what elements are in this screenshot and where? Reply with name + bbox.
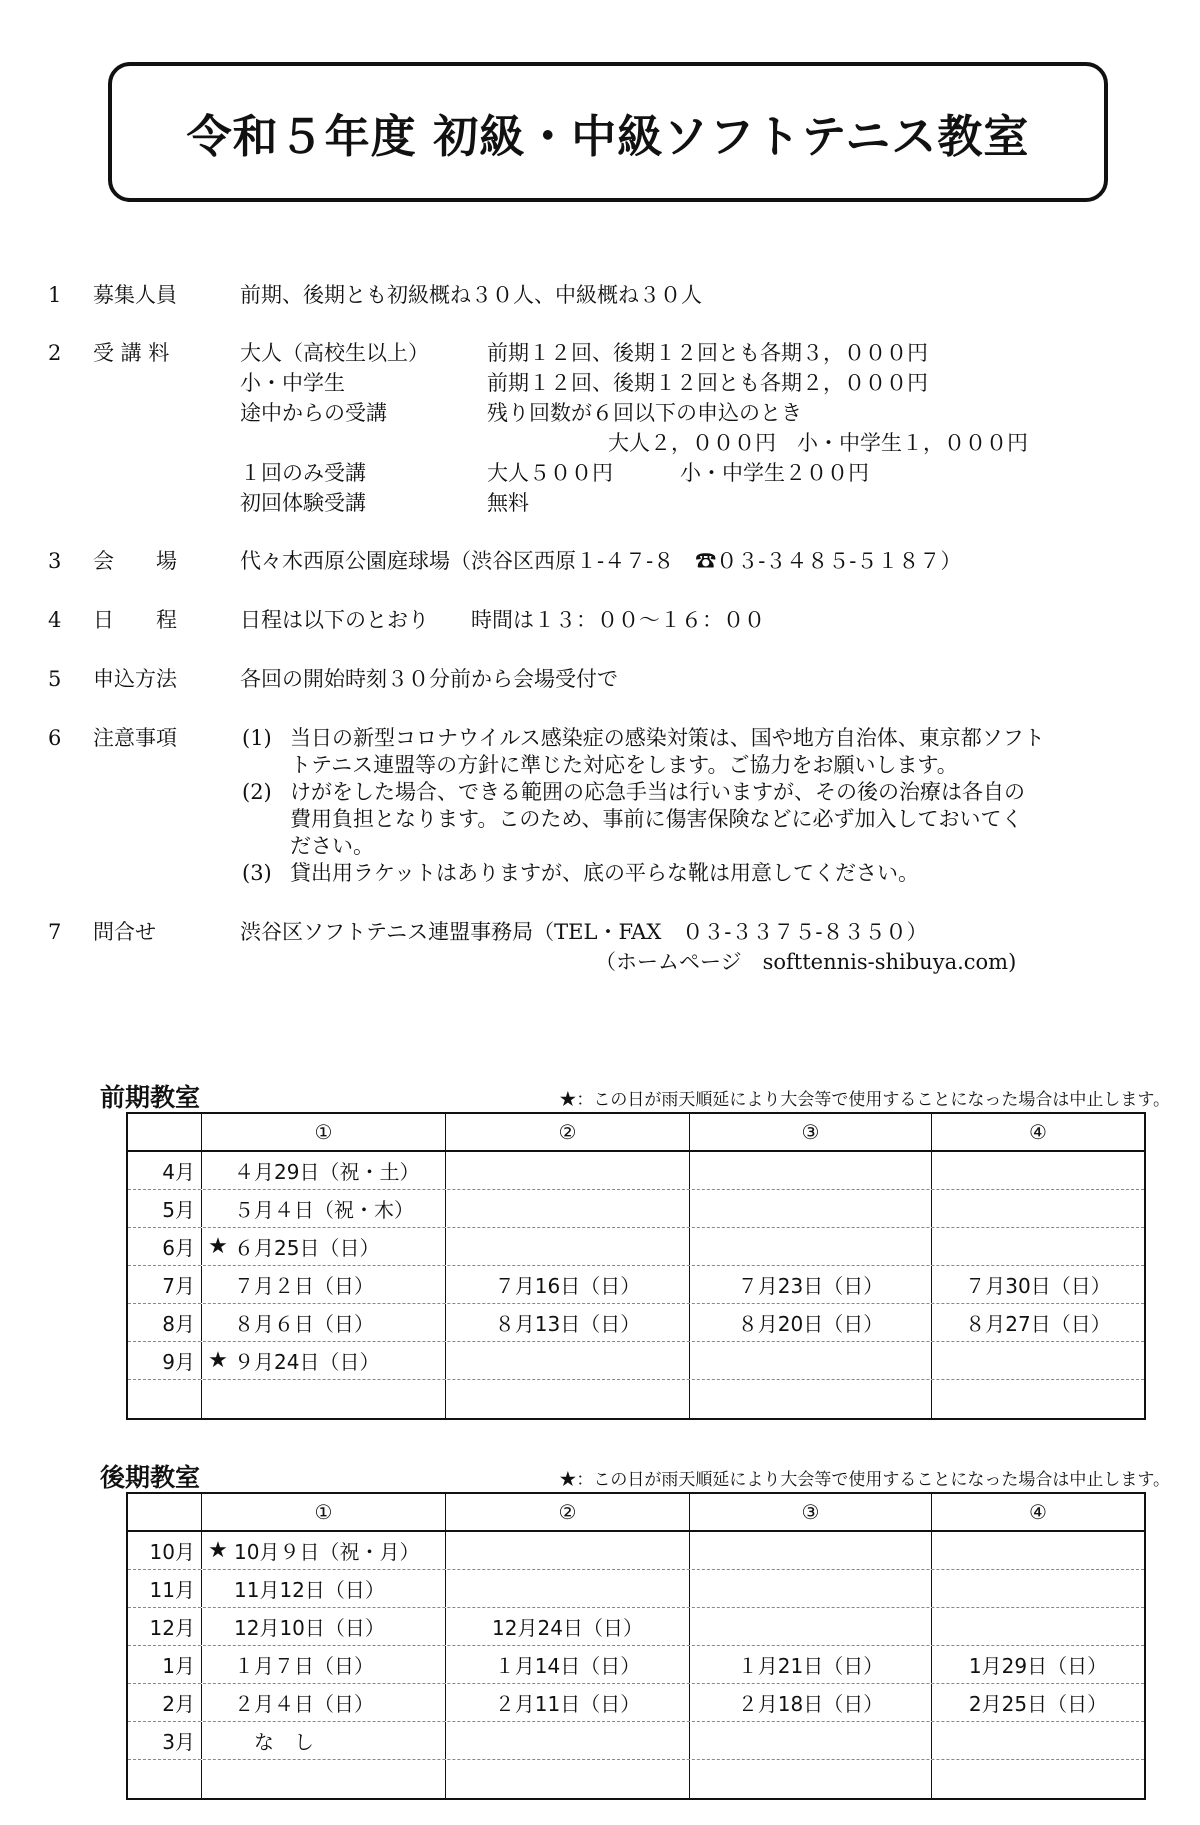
header-month-cell — [128, 1494, 202, 1530]
header-cell: ④ — [1029, 1500, 1047, 1524]
month-cell: 6月 — [128, 1228, 202, 1265]
date-cell — [690, 1342, 932, 1379]
section-number: 3 — [48, 549, 62, 573]
section-number: 1 — [48, 283, 62, 307]
fee-value: 無料 — [487, 491, 529, 515]
website-text: （ホームページ softtennis-shibuya.com) — [595, 950, 1017, 974]
section-heading: 問合せ — [93, 920, 156, 944]
date-cell — [446, 1190, 690, 1227]
fee-label: 初回体験受講 — [240, 491, 366, 515]
date-cell — [690, 1608, 932, 1645]
table-header-row — [128, 1114, 1144, 1152]
date-cell: 2月25日（日） — [968, 1692, 1108, 1716]
date-cell — [202, 1760, 446, 1798]
month-cell: 7月 — [128, 1266, 202, 1303]
month-cell: 1月 — [128, 1646, 202, 1683]
note-text: ださい。 — [290, 834, 374, 858]
star-icon: ★ — [208, 1348, 228, 1373]
date-cell — [932, 1722, 1144, 1759]
table-row — [128, 1646, 1144, 1684]
month-cell: 9月 — [128, 1342, 202, 1379]
date-cell — [446, 1342, 690, 1379]
fee-value: 前期１２回、後期１２回とも各期２，０００円 — [487, 371, 928, 395]
table-row — [128, 1342, 1144, 1380]
date-cell — [202, 1190, 446, 1227]
section-heading: 申込方法 — [93, 667, 177, 691]
note-marker: (2) — [242, 780, 272, 804]
date-cell: 1月29日（日） — [968, 1654, 1108, 1678]
fee-value: 前期１２回、後期１２回とも各期３，０００円 — [487, 341, 928, 365]
section-heading: 注意事項 — [93, 726, 177, 750]
date-cell — [932, 1228, 1144, 1265]
fee-label: 途中からの受講 — [240, 401, 387, 425]
section-heading: 会 場 — [93, 549, 177, 573]
fee-label: １回のみ受講 — [240, 461, 366, 485]
date-cell — [932, 1380, 1144, 1418]
date-cell: ８月27日（日） — [965, 1312, 1111, 1336]
date-cell: 12月24日（日） — [446, 1608, 690, 1645]
first-term-title: 前期教室 — [100, 1083, 201, 1112]
date-cell — [202, 1152, 446, 1189]
date-cell — [932, 1760, 1144, 1798]
star-icon: ★ — [208, 1538, 228, 1563]
star-icon: ★ — [208, 1234, 228, 1259]
date-cell: ７月16日（日） — [446, 1266, 690, 1303]
date-text: ７月２日（日） — [234, 1274, 374, 1298]
header-cell: ① — [202, 1494, 446, 1530]
date-cell — [202, 1722, 446, 1759]
section-body: 代々木西原公園庭球場（渋谷区西原１-４７-８ ☎０３-３４８５-５１８７） — [240, 549, 962, 573]
date-cell — [690, 1532, 932, 1569]
date-cell — [202, 1380, 446, 1418]
header-cell: ② — [446, 1114, 690, 1150]
first-term-table — [126, 1112, 1146, 1420]
date-cell — [202, 1684, 446, 1721]
table-row — [128, 1304, 1144, 1342]
second-term-note: ★：この日が雨天順延により大会等で使用することになった場合は中止します。 — [559, 1470, 1170, 1490]
date-cell — [202, 1570, 446, 1607]
section-number: 4 — [48, 608, 62, 632]
date-cell — [446, 1152, 690, 1189]
table-row — [128, 1722, 1144, 1760]
date-cell — [202, 1304, 446, 1341]
date-cell — [446, 1570, 690, 1607]
table-row — [128, 1266, 1144, 1304]
table-row — [128, 1152, 1144, 1190]
note-text: 当日の新型コロナウイルス感染症の感染対策は、国や地方自治体、東京都ソフト — [290, 726, 1045, 750]
note-text: トテニス連盟等の方針に準じた対応をします。ご協力をお願いします。 — [290, 753, 958, 777]
date-cell — [690, 1190, 932, 1227]
fee-label: 小・中学生 — [240, 371, 345, 395]
date-cell — [446, 1722, 690, 1759]
date-cell — [202, 1532, 446, 1569]
section-number: 7 — [48, 920, 62, 944]
table-row — [128, 1570, 1144, 1608]
date-cell — [202, 1646, 446, 1683]
date-cell: １月14日（日） — [446, 1646, 690, 1683]
note-text: 貸出用ラケットはありますが、底の平らな靴は用意してください。 — [290, 861, 919, 885]
section-number: 6 — [48, 726, 62, 750]
date-text: １月７日（日） — [234, 1654, 374, 1678]
section-body: 各回の開始時刻３０分前から会場受付で — [240, 667, 618, 691]
header-month-cell — [128, 1114, 202, 1150]
table-row — [128, 1608, 1144, 1646]
date-cell — [202, 1228, 446, 1265]
month-cell: 8月 — [128, 1304, 202, 1341]
month-cell: 12月 — [128, 1608, 202, 1645]
date-text: な し — [254, 1730, 314, 1754]
date-cell — [690, 1380, 932, 1418]
second-term-table — [126, 1492, 1146, 1800]
table-row — [128, 1532, 1144, 1570]
page-title: 令和５年度 初級・中級ソフトテニス教室 — [186, 109, 1030, 163]
date-cell — [202, 1266, 446, 1303]
header-cell: ④ — [1029, 1120, 1047, 1144]
title-box — [108, 62, 1108, 202]
date-text: 11月12日（日） — [234, 1578, 385, 1602]
month-cell: 4月 — [128, 1152, 202, 1189]
month-cell — [128, 1380, 202, 1418]
section-number: 2 — [48, 341, 62, 365]
fee-value: 大人２，０００円 小・中学生１，０００円 — [608, 431, 1028, 455]
month-cell: 3月 — [128, 1722, 202, 1759]
date-cell: １月21日（日） — [690, 1646, 932, 1683]
fee-value: 残り回数が６回以下の申込のとき — [487, 401, 802, 425]
fee-value: 大人５００円 — [487, 461, 613, 485]
note-marker: (1) — [242, 726, 272, 750]
date-cell — [690, 1570, 932, 1607]
table-header-row — [128, 1494, 1144, 1532]
date-cell: ８月20日（日） — [690, 1304, 932, 1341]
date-text: ２月４日（日） — [234, 1692, 374, 1716]
date-cell — [690, 1760, 932, 1798]
note-text: けがをした場合、できる範囲の応急手当は行いますが、その後の治療は各自の — [290, 780, 1025, 804]
date-cell — [446, 1228, 690, 1265]
header-cell: ③ — [690, 1494, 932, 1530]
date-cell — [932, 1532, 1144, 1569]
header-cell: ② — [446, 1494, 690, 1530]
date-cell — [932, 1570, 1144, 1607]
month-cell: 11月 — [128, 1570, 202, 1607]
fee-value-secondary: 小・中学生２００円 — [680, 461, 869, 485]
date-text: 10月９日（祝・月） — [234, 1540, 420, 1564]
table-row — [128, 1190, 1144, 1228]
table-row — [128, 1228, 1144, 1266]
month-cell: 10月 — [128, 1532, 202, 1569]
date-cell — [690, 1722, 932, 1759]
header-cell: ③ — [690, 1114, 932, 1150]
section-body: 日程は以下のとおり 時間は１３：００〜１６：００ — [240, 608, 765, 632]
section-number: 5 — [48, 667, 62, 691]
date-cell — [446, 1760, 690, 1798]
section-heading: 日 程 — [93, 608, 177, 632]
date-cell: ８月13日（日） — [446, 1304, 690, 1341]
table-row — [128, 1380, 1144, 1418]
date-cell — [690, 1228, 932, 1265]
date-text: ６月25日（日） — [234, 1236, 380, 1260]
date-cell — [932, 1342, 1144, 1379]
date-cell — [690, 1152, 932, 1189]
date-cell — [446, 1380, 690, 1418]
date-text: 12月10日（日） — [234, 1616, 385, 1640]
date-text: ５月４日（祝・木） — [234, 1198, 414, 1222]
note-marker: (3) — [242, 861, 272, 885]
date-cell: ７月30日（日） — [965, 1274, 1111, 1298]
section-body: 渋谷区ソフトテニス連盟事務局（TEL・FAX ０３-３３７５-８３５０） — [240, 920, 928, 944]
date-cell — [932, 1152, 1144, 1189]
section-heading: 募集人員 — [93, 283, 177, 307]
month-cell: 2月 — [128, 1684, 202, 1721]
note-text: 費用負担となります。このため、事前に傷害保険などに必ず加入しておいてく — [290, 807, 1023, 831]
date-cell: ７月23日（日） — [690, 1266, 932, 1303]
first-term-note: ★：この日が雨天順延により大会等で使用することになった場合は中止します。 — [559, 1090, 1170, 1110]
date-cell — [202, 1342, 446, 1379]
header-cell: ① — [202, 1114, 446, 1150]
date-cell: ２月18日（日） — [690, 1684, 932, 1721]
date-cell — [202, 1608, 446, 1645]
table-row — [128, 1684, 1144, 1722]
section-body: 前期、後期とも初級概ね３０人、中級概ね３０人 — [240, 283, 702, 307]
table-row — [128, 1760, 1144, 1798]
month-cell: 5月 — [128, 1190, 202, 1227]
date-text: ８月６日（日） — [234, 1312, 374, 1336]
fee-label: 大人（高校生以上） — [240, 341, 429, 365]
date-cell — [446, 1532, 690, 1569]
section-heading: 受 講 料 — [93, 341, 170, 365]
date-cell — [932, 1608, 1144, 1645]
month-cell — [128, 1760, 202, 1798]
date-text: ９月24日（日） — [234, 1350, 380, 1374]
date-cell: ２月11日（日） — [446, 1684, 690, 1721]
second-term-title: 後期教室 — [100, 1463, 201, 1492]
date-text: ４月29日（祝・土） — [234, 1160, 420, 1184]
date-cell — [932, 1190, 1144, 1227]
